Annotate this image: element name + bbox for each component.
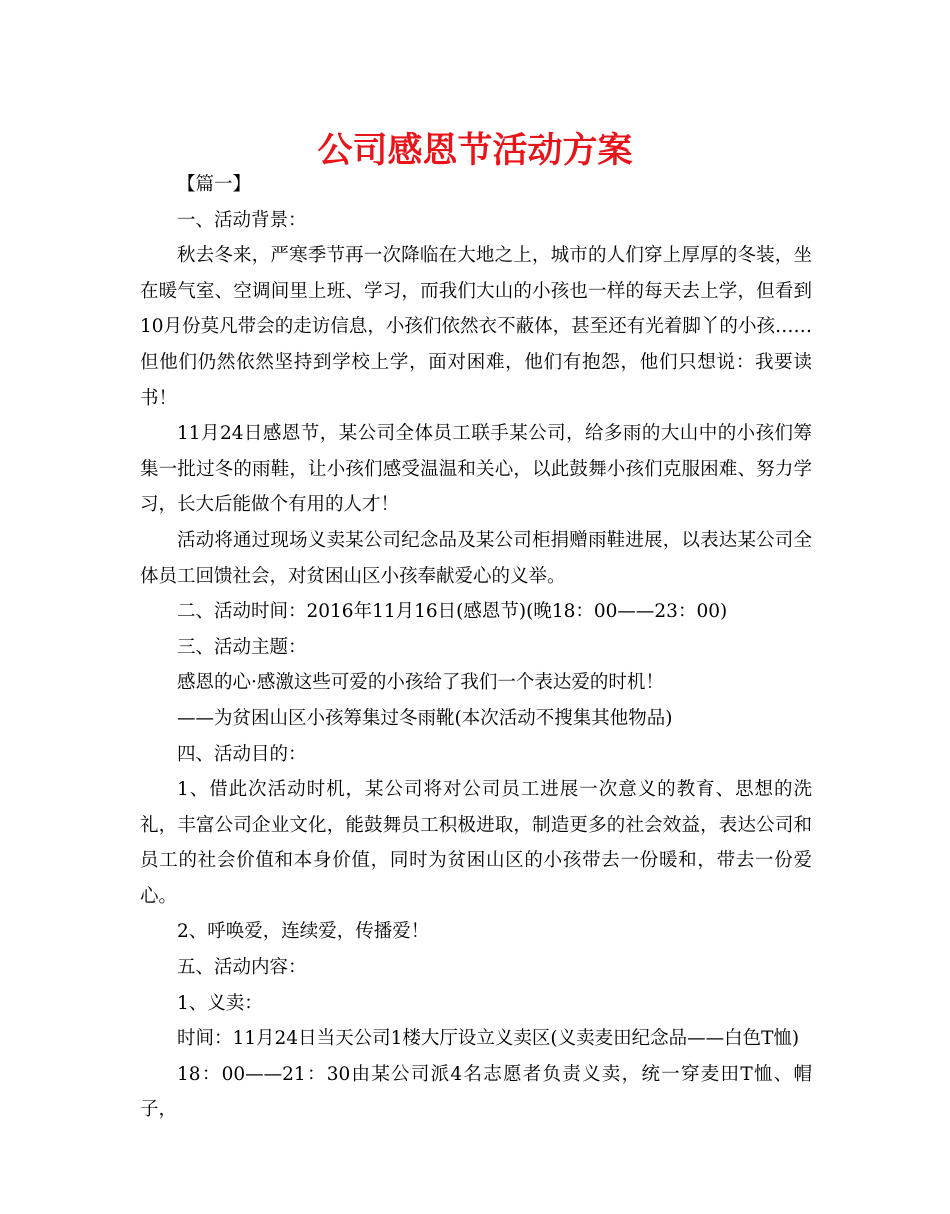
section-heading-background: 一、活动背景： xyxy=(177,209,307,231)
section-heading-time: 二、活动时间：2016年11月16日(感恩节)(晚18：00——23：00) xyxy=(177,601,728,623)
paragraph-purpose-1: 1、借此次活动时机，某公司将对公司员工进展一次意义的教育、思想的洗礼，丰富公司企业文化，能鼓舞员工积极进取，制造更多的社会效益，表达公司和员工的社会价值和本身价值，同时为贫困山区的小孩带去一份暖和，带去一份爱心。 xyxy=(140,779,812,907)
subsection-heading-charity-sale: 1、义卖： xyxy=(177,992,263,1014)
paragraph-theme-1: 感恩的心·感激这些可爱的小孩给了我们一个表达爱的时机！ xyxy=(177,672,664,694)
paragraph-sale-time: 时间：11月24日当天公司1楼大厅设立义卖区(义卖麦田纪念品——白色T恤) xyxy=(177,1028,800,1050)
paragraph-theme-2: ——为贫困山区小孩筹集过冬雨靴(本次活动不搜集其他物品) xyxy=(177,707,673,729)
section-heading-theme: 三、活动主题： xyxy=(177,636,307,658)
section-label: 【篇一】 xyxy=(177,174,252,195)
paragraph-purpose-2: 2、呼唤爱，连续爱，传播爱！ xyxy=(177,921,430,943)
paragraph-sale-volunteers: 18：00——21：30由某公司派4名志愿者负责义卖，统一穿麦田T恤、帽子， xyxy=(140,1063,812,1121)
paragraph-background-2: 11月24日感恩节，某公司全体员工联手某公司，给多雨的大山中的小孩们筹集一批过冬的雨鞋，让小孩们感受温温和关心，以此鼓舞小孩们克服困难、努力学习，长大后能做个有用的人才！ xyxy=(140,423,812,516)
section-heading-content: 五、活动内容： xyxy=(177,957,307,979)
paragraph-background-3: 活动将通过现场义卖某公司纪念品及某公司柜捐赠雨鞋进展，以表达某公司全体员工回馈社会，对贫困山区小孩奉献爱心的义举。 xyxy=(140,529,812,587)
document-title: 公司感恩节活动方案 xyxy=(317,131,633,171)
paragraph-background-1: 秋去冬来，严寒季节再一次降临在大地之上，城市的人们穿上厚厚的冬装，坐在暖气室、空调间里上班、学习，而我们大山的小孩也一样的每天去上学，但看到10月份莫凡带会的走访信息，小孩们依然衣不蔽体，甚至还有光着脚丫的小孩……但他们仍然依然坚持到学校上学，面对困难，他们有抱怨，他们只想说：我要读书！ xyxy=(140,245,812,409)
section-heading-purpose: 四、活动目的： xyxy=(177,743,307,765)
document-body xyxy=(140,167,812,1128)
